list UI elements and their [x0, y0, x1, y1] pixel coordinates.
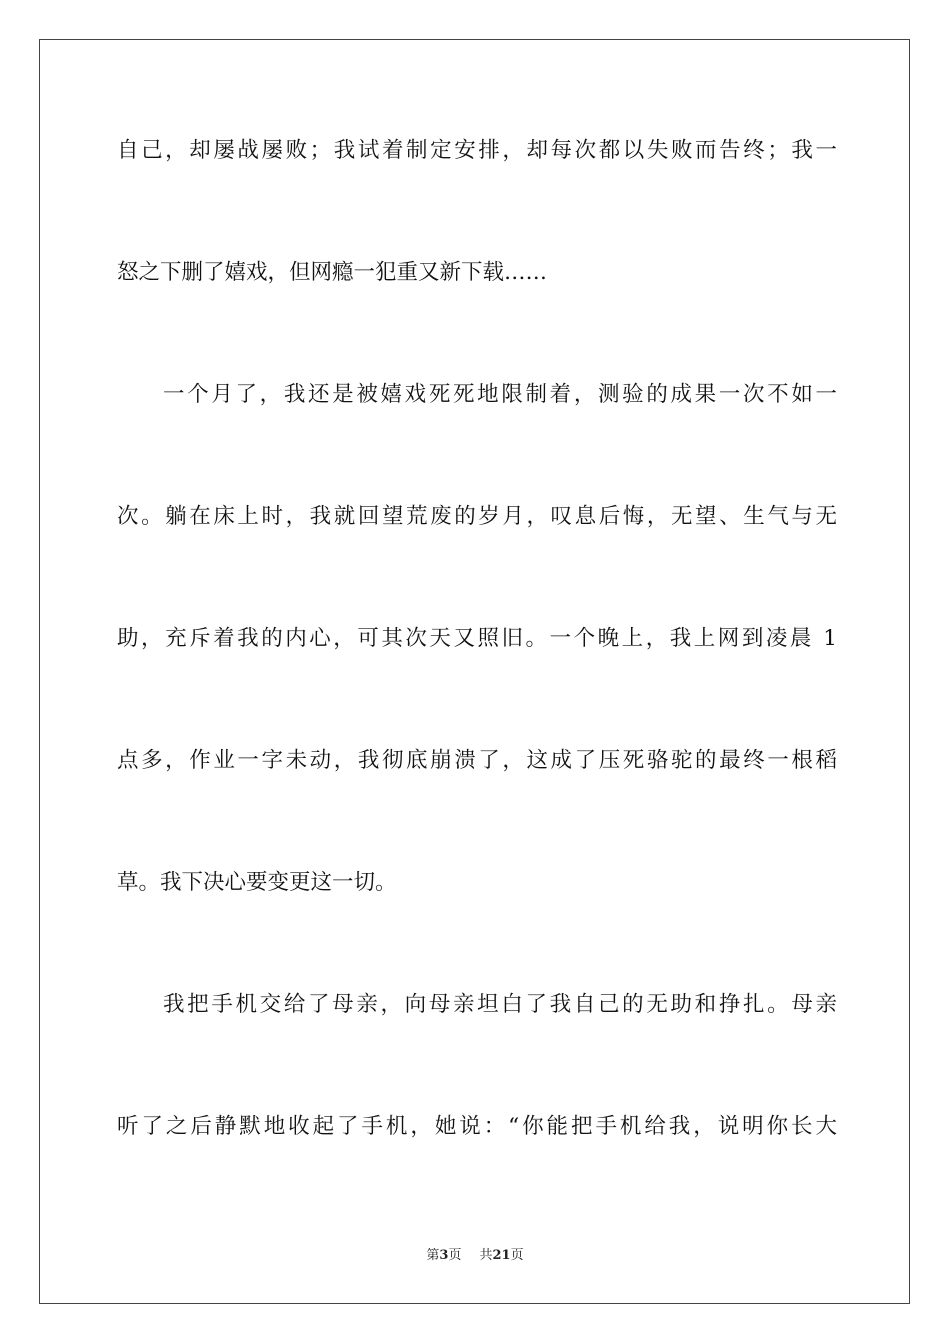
total-page-count: 21	[492, 1248, 511, 1263]
text-line-3: 一个月了，我还是被嬉戏死死地限制着，测验的成果一次不如一	[163, 382, 837, 407]
text-line-8: 我把手机交给了母亲，向母亲坦白了我自己的无助和挣扎。母亲	[163, 992, 837, 1017]
text-line-9: 听了之后静默地收起了手机，她说：“你能把手机给我，说明你长大	[117, 1114, 837, 1139]
text-line-6: 点多，作业一字未动，我彻底崩溃了，这成了压死骆驼的最终一根稻	[117, 748, 837, 773]
text-line-1: 自己，却屡战屡败；我试着制定安排，却每次都以失败而告终；我一	[117, 138, 837, 163]
text-line-2: 怒之下删了嬉戏，但网瘾一犯重又新下载……	[117, 260, 548, 285]
footer-page-unit: 页	[448, 1248, 462, 1263]
text-line-4: 次。躺在床上时，我就回望荒废的岁月，叹息后悔，无望、生气与无	[117, 504, 837, 529]
current-page-number: 3	[439, 1248, 449, 1263]
text-line-5: 助，充斥着我的内心，可其次天又照旧。一个晚上，我上网到凌晨 1	[117, 626, 837, 651]
footer-prefix: 第	[426, 1248, 440, 1263]
text-line-7: 草。我下决心要变更这一切。	[117, 870, 397, 895]
footer-total-prefix: 共	[479, 1248, 493, 1263]
footer-total-unit: 页	[510, 1248, 524, 1263]
page-footer	[0, 1247, 950, 1265]
